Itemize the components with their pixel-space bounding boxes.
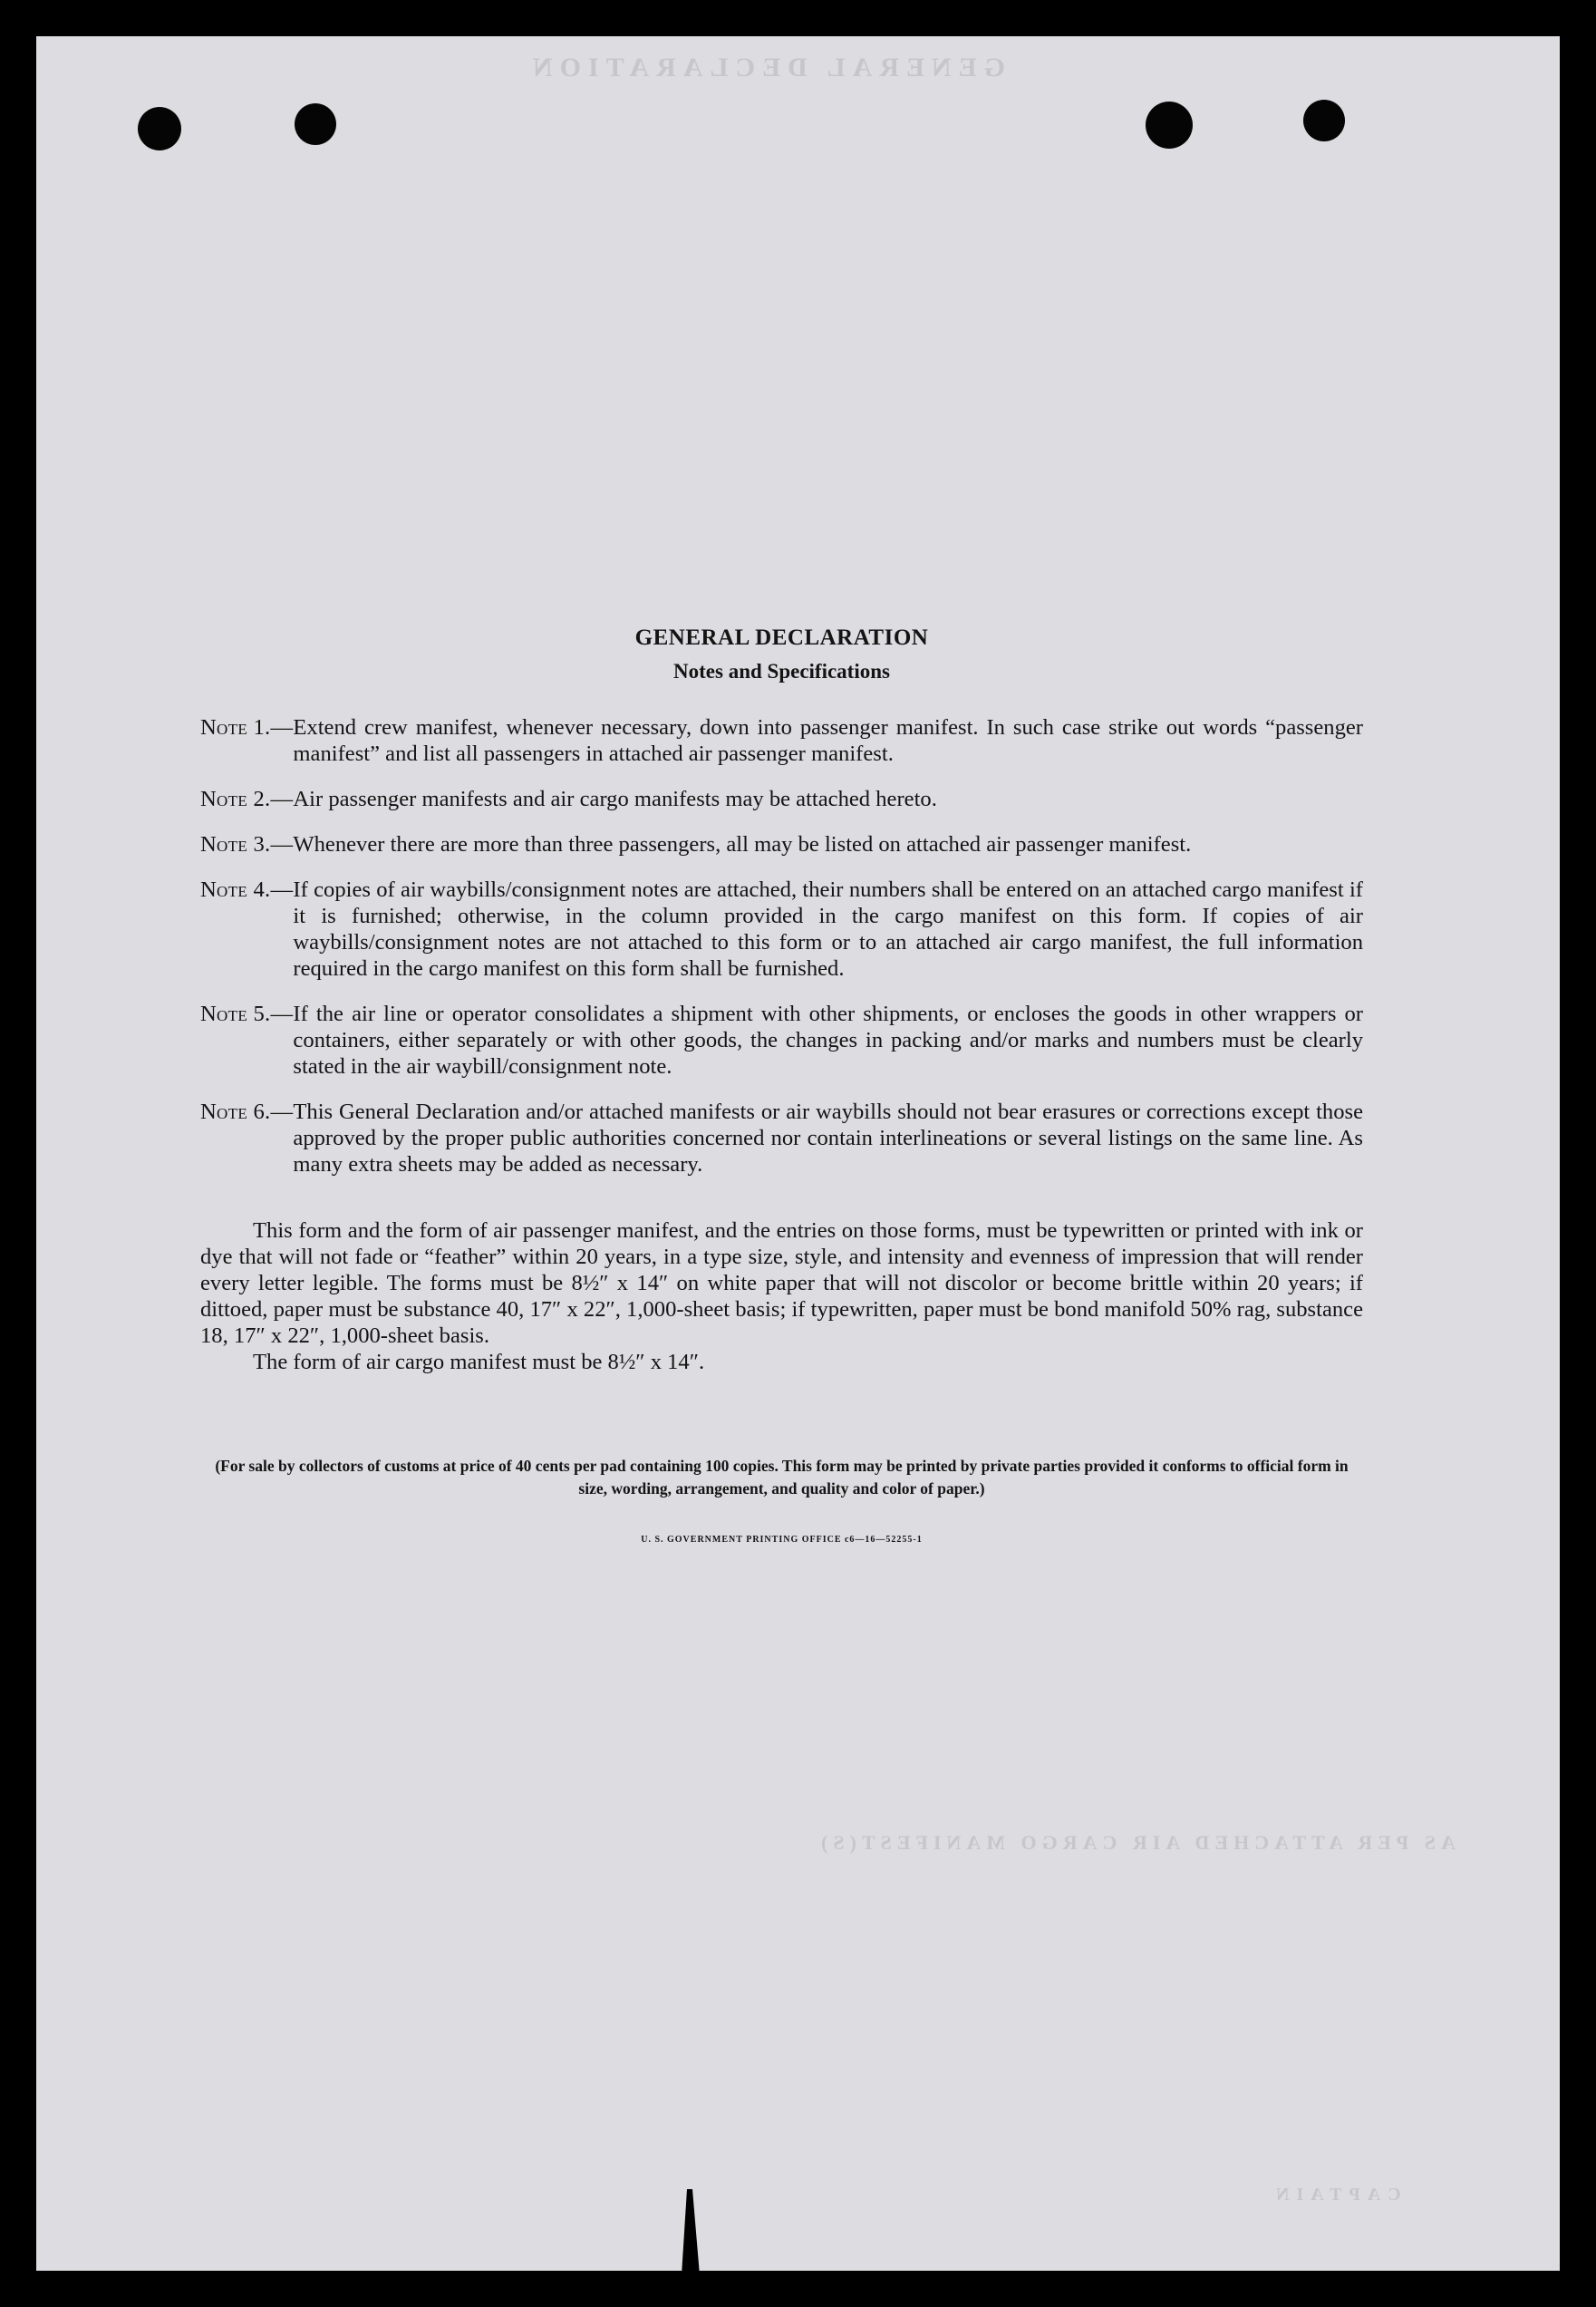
punch-hole-left-1 [138, 107, 181, 150]
note-label: Note 6.— [200, 1100, 294, 1124]
note-label: Note 3.— [200, 832, 294, 857]
note-text: Whenever there are more than three passengers, all may be listed on attached air passenger manifest. [293, 832, 1192, 857]
note-6 [200, 1099, 1363, 1178]
paper-tear [682, 2189, 700, 2271]
note-1 [200, 714, 1363, 767]
specification-paragraph: This form and the form of air passenger manifest, and the entries on those forms, must be typewritten or printed with ink or dye that will not fade or “feather” within 20 years, in a type size, style, and intensity and evenness of impression that will render every letter legible. The forms must be 8½″ x 14″ on white paper that will not discolor or become brittle within 20 years; if dittoed, paper must be substance 40, 17″ x 22″, 1,000-sheet basis; if typewritten, paper must be bond manifold 50% rag, substance 18, 17″ x 22″, 1,000-sheet basis. [200, 1218, 1363, 1348]
form-subtitle: Notes and Specifications [673, 660, 890, 683]
sale-notice: (For sale by collectors of customs at price of 40 cents per pad containing 100 copies. This form may be printed by private parties provided it conforms to official form in size, wording, arrangement, and quality and color of paper.) [215, 1457, 1349, 1498]
document-page [36, 36, 1560, 2271]
cargo-manifest-size: The form of air cargo manifest must be 8½″ x 14″. [253, 1350, 705, 1374]
bleed-through-title: GENERAL DECLARATION [526, 53, 1006, 82]
note-2 [200, 786, 1363, 812]
form-title: GENERAL DECLARATION [634, 625, 929, 650]
note-3 [200, 831, 1363, 858]
note-text: This General Declaration and/or attached manifests or air waybills should not bear erasures or corrections except those approved by the proper public authorities concerned nor contain interlineations or several listings on the same line. As many extra sheets may be added as necessary. [293, 1100, 1363, 1177]
note-4 [200, 877, 1363, 982]
note-5 [200, 1001, 1363, 1080]
note-text: If the air line or operator consolidates a shipment with other shipments, or encloses the goods in other wrappers or containers, either separately or with other goods, the changes in packing and/or marks and numbers must be clearly stated in the air waybill/consignment note. [293, 1002, 1363, 1079]
notes-and-specifications [200, 625, 1363, 1545]
note-text: Air passenger manifests and air cargo manifests may be attached hereto. [293, 787, 937, 811]
note-text: If copies of air waybills/consignment notes are attached, their numbers shall be entered on an attached cargo manifest if it is furnished; otherwise, in the column provided in the cargo manifest on this form. If copies of air waybills/consignment notes are not attached to this form or to an attached air cargo manifest, the full information required in the cargo manifest on this form shall be furnished. [293, 877, 1363, 981]
punch-hole-left-2 [295, 103, 336, 145]
note-label: Note 2.— [200, 787, 294, 811]
note-label: Note 5.— [200, 1002, 294, 1026]
note-label: Note 4.— [200, 877, 294, 902]
note-text: Extend crew manifest, whenever necessary, down into passenger manifest. In such case strike out words “passenger manifest” and list all passengers in attached air passenger manifest. [293, 715, 1363, 766]
bleed-through-cargo-stamp: AS PER ATTACHED AIR CARGO MANIFEST(S) [816, 1831, 1456, 1854]
punch-hole-right-1 [1146, 102, 1193, 149]
punch-hole-right-2 [1303, 100, 1345, 141]
bleed-through-captain: CAPTAIN [1269, 2185, 1401, 2205]
note-label: Note 1.— [200, 715, 294, 740]
printer-line: U. S. GOVERNMENT PRINTING OFFICE c6—16—52255-1 [641, 1535, 923, 1545]
